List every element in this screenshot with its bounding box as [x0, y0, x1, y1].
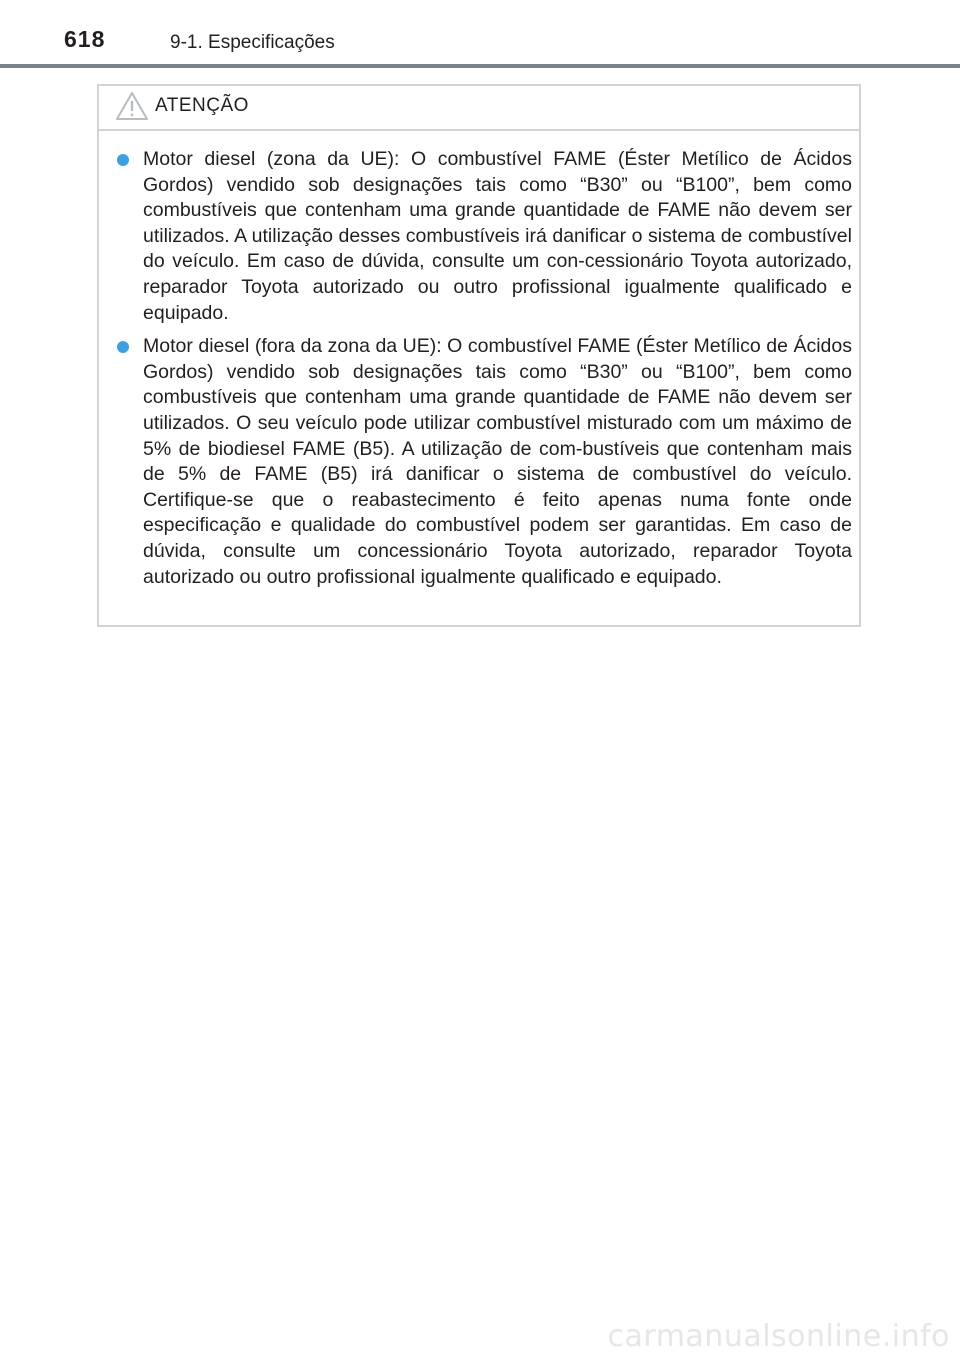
section-title: 9-1. Especificações [170, 32, 335, 53]
bullet-icon [117, 154, 129, 166]
header-rule [0, 64, 960, 68]
watermark: carmanualsonline.info [607, 1319, 950, 1354]
warning-header [99, 86, 859, 131]
warning-item-text: Motor diesel (zona da UE): O combustível FAME (Éster Metílico de Ácidos Gordos) vendido sob designações tais como “B30” ou “B100”, bem como combustíveis que contenham uma grande quantidade de FAME não devem ser utilizados. A utilização desses combustíveis irá danificar o sistema de combustível do veículo. Em caso de dúvida, consulte um con-cessionário Toyota autorizado, reparador Toyota autorizado ou outro profissional igualmente qualificado e equipado. [143, 148, 852, 324]
warning-box [97, 84, 861, 627]
warning-body [99, 131, 859, 590]
bullet-icon [117, 341, 129, 353]
warning-triangle-icon [115, 91, 149, 121]
page-number: 618 [64, 26, 106, 52]
warning-title: ATENÇÃO [155, 95, 249, 116]
warning-item-text: Motor diesel (fora da zona da UE): O combustível FAME (Éster Metílico de Ácidos Gordos) vendido sob designações tais como “B30” ou “B100”, bem como combustíveis que contenham uma grande quantidade de FAME não devem ser utilizados. O seu veículo pode utilizar combustível misturado com um máximo de 5% de biodiesel FAME (B5). A utilização de com-bustíveis que contenham mais de 5% de FAME (B5) irá danificar o sistema de combustível do veículo. Certifique-se que o reabastecimento é feito apenas numa fonte onde especificação e qualidade do combustível podem ser garantidas. Em caso de dúvida, consulte um concessionário Toyota autorizado, reparador Toyota autorizado ou outro profissional igualmente qualificado e equipado. [143, 335, 852, 588]
warning-item [117, 334, 852, 590]
warning-item [117, 147, 852, 326]
